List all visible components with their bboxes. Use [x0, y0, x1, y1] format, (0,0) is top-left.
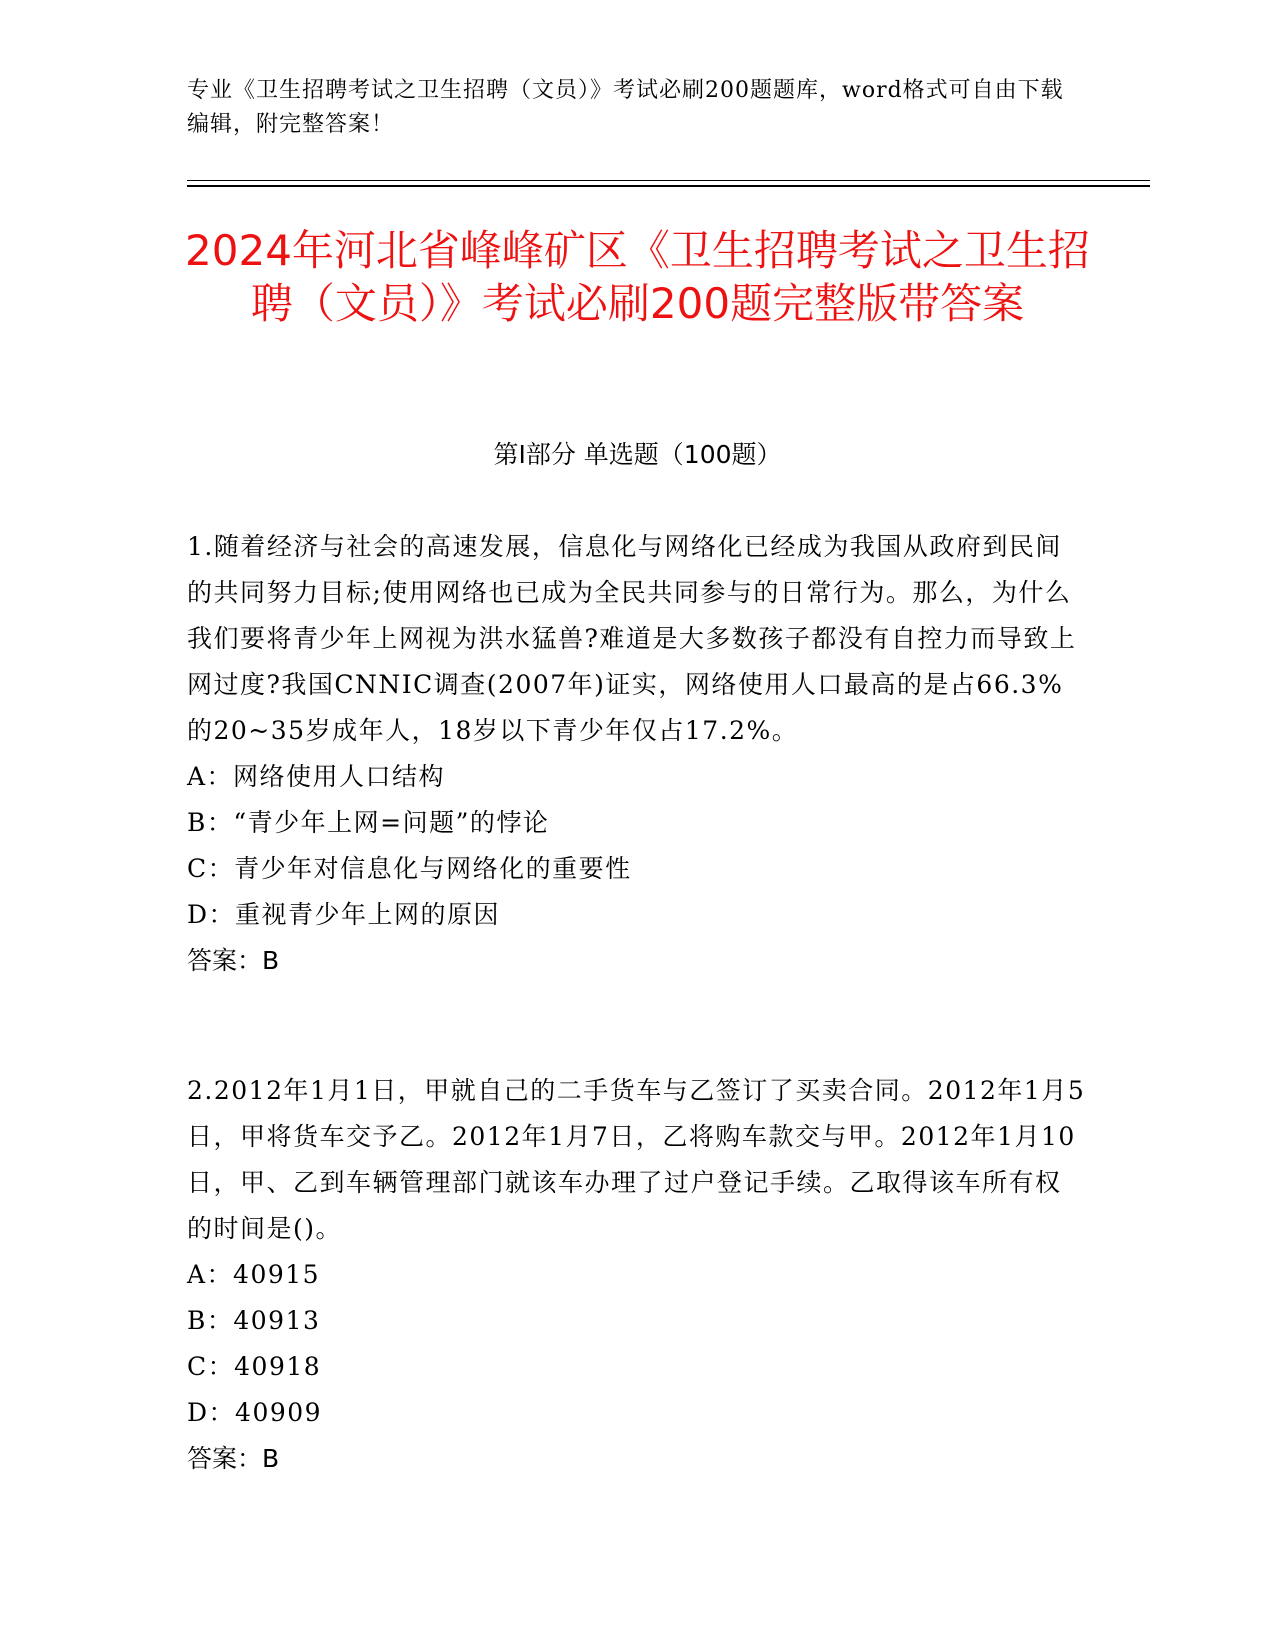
option-c: C：40918 — [187, 1352, 322, 1381]
option-a: A：40915 — [187, 1260, 321, 1289]
option-d: D：40909 — [187, 1398, 323, 1427]
question-block — [187, 1068, 1087, 1482]
question-text: 1.随着经济与社会的高速发展，信息化与网络化已经成为我国从政府到民间的共同努力目标;使用网络也已成为全民共同参与的日常行为。那么，为什么我们要将青少年上网视为洪水猛兽?难道是大多数孩子都没有自控力而导致上网过度?我国CNNIC调查(2007年)证实，网络使用人口最高的是占66.3%的20~35岁成年人，18岁以下青少年仅占17.2%。 — [187, 532, 1077, 745]
option-d: D：重视青少年上网的原因 — [187, 900, 501, 929]
section-heading: 第I部分 单选题（100题） — [493, 440, 782, 469]
document-title: 2024年河北省峰峰矿区《卫生招聘考试之卫生招聘（文员）》考试必刷200题完整版带答案 — [185, 226, 1090, 328]
question-block — [187, 524, 1087, 984]
option-a: A：网络使用人口结构 — [187, 762, 446, 791]
option-b: B：“青少年上网=问题”的悖论 — [187, 808, 550, 837]
header-note: 专业《卫生招聘考试之卫生招聘（文员）》考试必刷200题题库，word格式可自由下载编辑，附完整答案！ — [187, 78, 1064, 137]
answer-line: 答案：B — [187, 1444, 280, 1473]
option-b: B：40913 — [187, 1306, 321, 1335]
option-c: C：青少年对信息化与网络化的重要性 — [187, 854, 632, 883]
header-divider-thin — [187, 180, 1150, 181]
header-divider-thick — [187, 185, 1150, 187]
question-text: 2.2012年1月1日，甲就自己的二手货车与乙签订了买卖合同。2012年1月5日，甲将货车交予乙。2012年1月7日，乙将购车款交与甲。2012年1月10日，甲、乙到车辆管理部门就该车办理了过户登记手续。乙取得该车所有权的时间是()。 — [187, 1076, 1086, 1243]
answer-line: 答案：B — [187, 946, 280, 975]
